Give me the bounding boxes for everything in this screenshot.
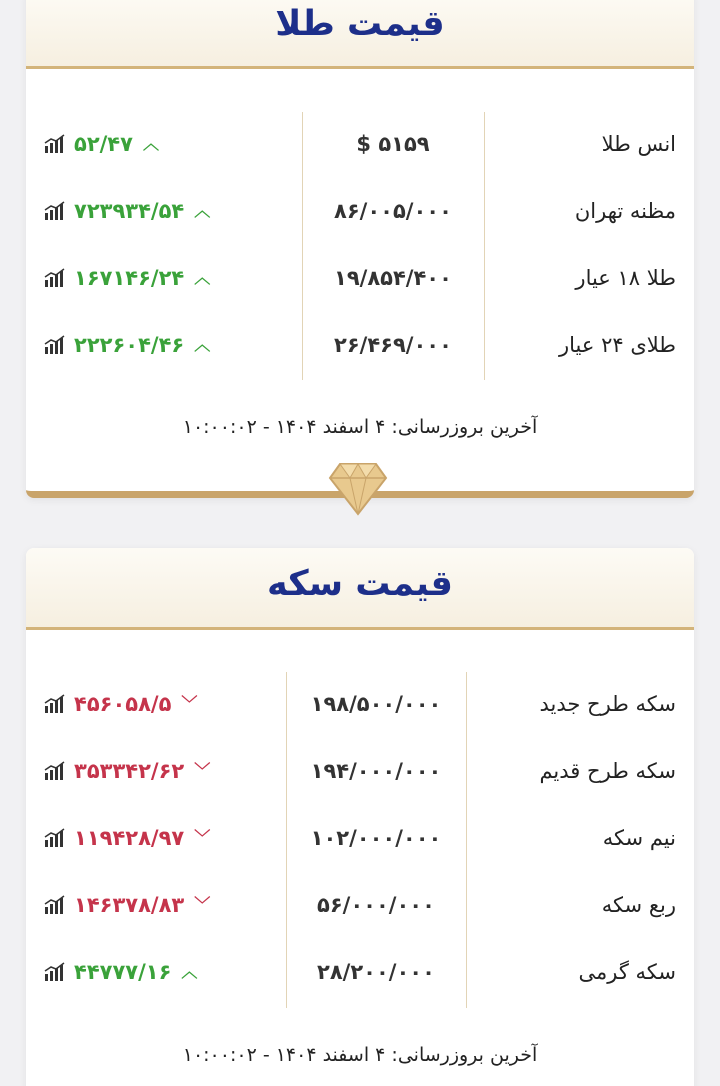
table-row — [26, 952, 694, 992]
item-price: ۱۹۴/۰۰۰/۰۰۰ — [310, 759, 442, 783]
diamond-icon — [328, 462, 388, 516]
bar-chart-icon — [44, 134, 68, 154]
item-price: ۵۶/۰۰۰/۰۰۰ — [317, 893, 435, 917]
item-price: ۲۸/۲۰۰/۰۰۰ — [317, 960, 435, 984]
coin-card-header — [26, 548, 694, 630]
item-name: طلای ۲۴ عیار — [558, 333, 676, 357]
chevron-up-icon: ︿ — [142, 134, 160, 153]
chevron-down-icon: ﹀ — [181, 694, 198, 713]
bar-chart-icon — [44, 201, 68, 221]
item-change — [44, 885, 211, 925]
item-name: نیم سکه — [602, 826, 676, 850]
table-row — [26, 751, 694, 791]
coin-price-card — [26, 548, 694, 1086]
item-name: سکه گرمی — [578, 960, 676, 984]
gold-card-header — [26, 0, 694, 69]
item-change — [44, 751, 211, 791]
change-value: ۷۲۳۹۳۴/۵۴ — [74, 199, 185, 223]
chevron-up-icon: ︿ — [181, 962, 198, 981]
gold-price-card — [26, 0, 694, 498]
item-change — [44, 818, 211, 858]
bar-chart-icon — [44, 761, 68, 781]
item-price: $ ۵۱۵۹ — [356, 132, 430, 156]
change-value: ۳۵۳۳۴۲/۶۲ — [74, 759, 185, 783]
change-value: ۲۲۲۶۰۴/۴۶ — [74, 333, 185, 357]
chevron-down-icon: ﹀ — [194, 895, 211, 914]
item-name: سکه طرح قدیم — [539, 759, 676, 783]
chevron-up-icon: ︿ — [194, 335, 211, 354]
item-price: ۸۶/۰۰۵/۰۰۰ — [334, 199, 452, 223]
item-change — [44, 258, 211, 298]
last-updated: آخرین بروزرسانی: ۴ اسفند ۱۴۰۴ - ۱۰:۰۰:۰۲ — [182, 1044, 538, 1066]
item-name: سکه طرح جدید — [539, 692, 676, 716]
item-name: انس طلا — [601, 132, 676, 156]
item-change — [44, 124, 159, 164]
table-row — [26, 818, 694, 858]
table-row — [26, 124, 694, 164]
gold-card-title: قیمت طلا — [275, 4, 445, 44]
bar-chart-icon — [44, 962, 68, 982]
change-value: ۱۶۷۱۴۶/۲۴ — [74, 266, 185, 290]
table-row — [26, 885, 694, 925]
item-name: مظنه تهران — [574, 199, 676, 223]
table-row — [26, 191, 694, 231]
coin-card-title: قیمت سکه — [267, 564, 453, 604]
item-name: ربع سکه — [601, 893, 676, 917]
bar-chart-icon — [44, 268, 68, 288]
chevron-down-icon: ﹀ — [194, 828, 211, 847]
table-row — [26, 325, 694, 365]
item-price: ۱۹/۸۵۴/۴۰۰ — [334, 266, 452, 290]
change-value: ۴۵۶۰۵۸/۵ — [74, 692, 172, 716]
chevron-up-icon: ︿ — [194, 268, 211, 287]
last-updated: آخرین بروزرسانی: ۴ اسفند ۱۴۰۴ - ۱۰:۰۰:۰۲ — [182, 416, 538, 438]
change-value: ۴۴۷۷۷/۱۶ — [74, 960, 172, 984]
chevron-down-icon: ﹀ — [194, 761, 211, 780]
change-value: ۱۴۶۳۷۸/۸۳ — [74, 893, 185, 917]
table-row — [26, 258, 694, 298]
bar-chart-icon — [44, 895, 68, 915]
item-price: ۲۶/۴۶۹/۰۰۰ — [334, 333, 452, 357]
chevron-up-icon: ︿ — [194, 201, 211, 220]
item-change — [44, 325, 211, 365]
item-price: ۱۰۲/۰۰۰/۰۰۰ — [310, 826, 442, 850]
item-change — [44, 191, 211, 231]
item-change — [44, 684, 198, 724]
item-price: ۱۹۸/۵۰۰/۰۰۰ — [310, 692, 442, 716]
item-change — [44, 952, 198, 992]
change-value: ۵۲/۴۷ — [74, 132, 133, 156]
bar-chart-icon — [44, 828, 68, 848]
bar-chart-icon — [44, 694, 68, 714]
table-row — [26, 684, 694, 724]
change-value: ۱۱۹۴۲۸/۹۷ — [74, 826, 185, 850]
bar-chart-icon — [44, 335, 68, 355]
item-name: طلا ۱۸ عیار — [575, 266, 676, 290]
